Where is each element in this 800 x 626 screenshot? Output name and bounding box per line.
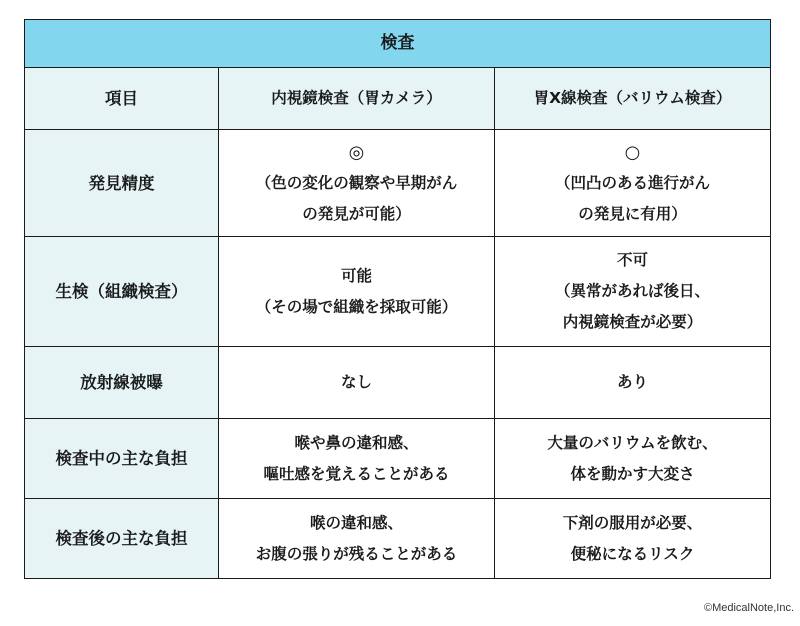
- cell-text-line: 体を動かす大変さ: [570, 464, 695, 483]
- cell-text-line: 喉の違和感、: [309, 513, 403, 532]
- cell-text-line: 大量のバリウムを飲む、: [547, 433, 718, 452]
- cell-text-line: （色の変化の観察や早期がん: [255, 173, 458, 192]
- row-label-detection-accuracy: 発見精度: [25, 130, 219, 237]
- cell-xray-biopsy: [495, 237, 771, 347]
- cell-endoscopy-biopsy: [219, 237, 495, 347]
- cell-endoscopy-burden-after: [219, 499, 495, 579]
- cell-endoscopy-radiation: [219, 347, 495, 419]
- row-label-radiation: 放射線被曝: [25, 347, 219, 419]
- cell-text-line: の発見が可能）: [302, 204, 411, 223]
- table-row: [25, 347, 771, 419]
- cell-xray-burden-after: [495, 499, 771, 579]
- column-header-xray: 胃X線検査（バリウム検査）: [495, 68, 771, 130]
- table-row: [25, 130, 771, 237]
- table-title: 検査: [25, 20, 771, 68]
- cell-endoscopy-burden-during: [219, 419, 495, 499]
- column-header-row: [25, 68, 771, 130]
- cell-text-line: 喉や鼻の違和感、: [294, 433, 419, 452]
- cell-xray-detection: [495, 130, 771, 237]
- cell-text-line: 嘔吐感を覚えることがある: [263, 464, 450, 483]
- cell-text-line: お腹の張りが残ることがある: [255, 544, 458, 563]
- column-header-endoscopy: 内視鏡検査（胃カメラ）: [219, 68, 495, 130]
- cell-text-line: 内視鏡検査が必要）: [562, 313, 703, 331]
- table-row: [25, 419, 771, 499]
- table-row: [25, 237, 771, 347]
- cell-text-line: （その場で組織を採取可能）: [255, 297, 458, 316]
- copyright-notice: ©MedicalNote,Inc.: [703, 602, 794, 614]
- cell-text-line: （凹凸のある進行がん: [555, 173, 711, 192]
- cell-xray-radiation: [495, 347, 771, 419]
- cell-text-line: 便秘になるリスク: [570, 544, 695, 563]
- cell-xray-burden-during: [495, 419, 771, 499]
- cell-text-line: 不可: [617, 251, 649, 269]
- double-circle-mark: ◎: [348, 141, 365, 163]
- comparison-table: [24, 19, 771, 579]
- table-title-row: [25, 20, 771, 68]
- cell-text-line: あり: [617, 373, 649, 391]
- cell-text-line: （異常があれば後日、: [555, 282, 711, 300]
- cell-text-line: の発見に有用）: [578, 204, 687, 223]
- cell-text-line: 下剤の服用が必要、: [562, 513, 703, 532]
- row-label-burden-after: 検査後の主な負担: [25, 499, 219, 579]
- circle-mark: ○: [624, 141, 641, 163]
- cell-endoscopy-detection: [219, 130, 495, 237]
- row-label-biopsy: 生検（組織検査）: [25, 237, 219, 347]
- comparison-table-container: [24, 19, 770, 579]
- corner-label: 項目: [25, 68, 219, 130]
- cell-text-line: なし: [340, 373, 372, 391]
- row-label-burden-during: 検査中の主な負担: [25, 419, 219, 499]
- table-row: [25, 499, 771, 579]
- cell-text-line: 可能: [340, 266, 372, 285]
